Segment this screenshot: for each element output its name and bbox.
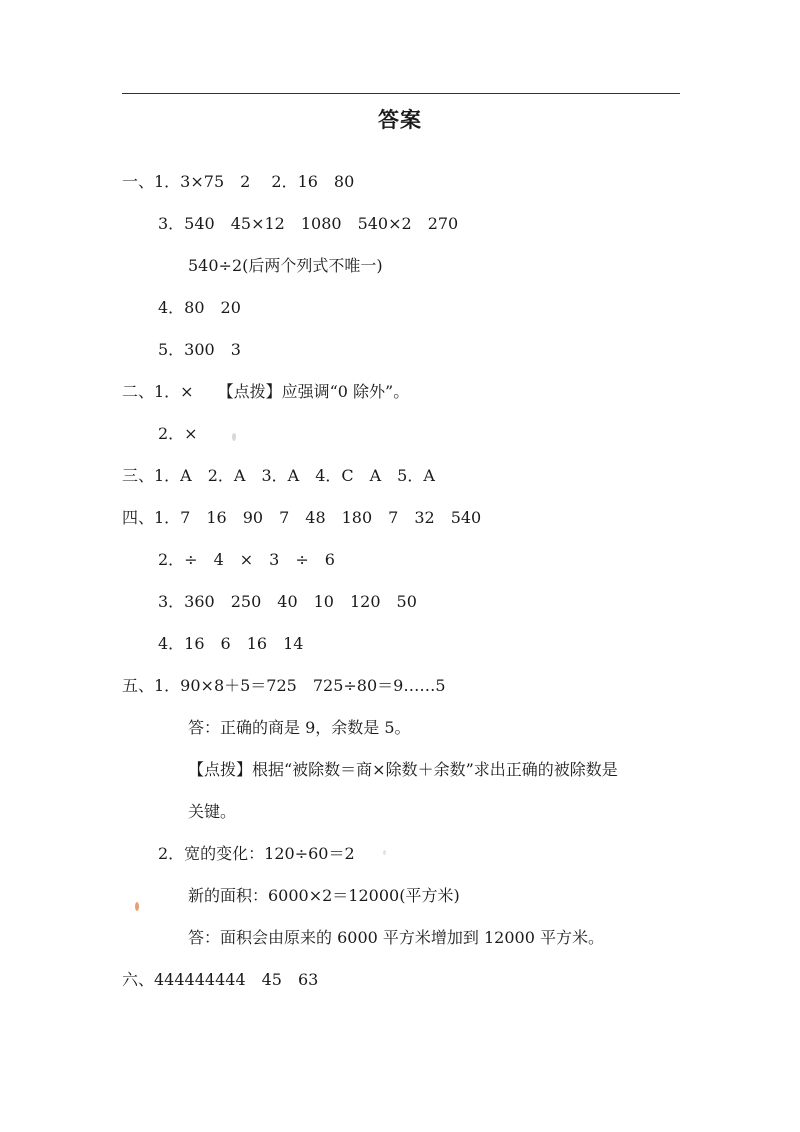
answer-line: 一、1．3×75 2 2．16 80 — [122, 172, 355, 191]
answer-line: 答：正确的商是 9，余数是 5。 — [188, 718, 411, 737]
answer-line: 答：面积会由原来的 6000 平方米增加到 12000 平方米。 — [188, 928, 604, 947]
answer-line: 【点拨】根据“被除数＝商×除数＋余数”求出正确的被除数是 — [188, 760, 618, 779]
answer-line: 四、1．7 16 90 7 48 180 7 32 540 — [122, 508, 482, 527]
page-title: 答案 — [378, 108, 422, 132]
answer-line: 4．80 20 — [158, 298, 241, 317]
answer-line: 三、1．A 2．A 3．A 4．C A 5．A — [122, 466, 435, 485]
answer-line: 3．540 45×12 1080 540×2 270 — [158, 214, 459, 233]
answer-line: 新的面积：6000×2＝12000(平方米) — [188, 886, 460, 905]
answer-line: 2．宽的变化：120÷60＝2 — [158, 844, 355, 863]
answer-line: 2．× — [158, 424, 198, 443]
answer-line: 五、1．90×8＋5＝725 725÷80＝9……5 — [122, 676, 446, 695]
answer-line: 540÷2(后两个列式不唯一) — [188, 256, 383, 275]
answer-line: 二、1．× 【点拨】应强调“0 除外”。 — [122, 382, 410, 401]
answer-line: 5．300 3 — [158, 340, 241, 359]
answer-line: 六、444444444 45 63 — [122, 970, 319, 989]
answer-line: 3．360 250 40 10 120 50 — [158, 592, 417, 611]
answer-line: 2．÷ 4 × 3 ÷ 6 — [158, 550, 335, 569]
answer-line: 4．16 6 16 14 — [158, 634, 304, 653]
scan-speck — [232, 433, 236, 441]
scan-speck — [135, 902, 139, 911]
top-rule — [122, 93, 680, 94]
scan-speck — [383, 850, 386, 855]
answer-line: 关键。 — [188, 802, 237, 821]
